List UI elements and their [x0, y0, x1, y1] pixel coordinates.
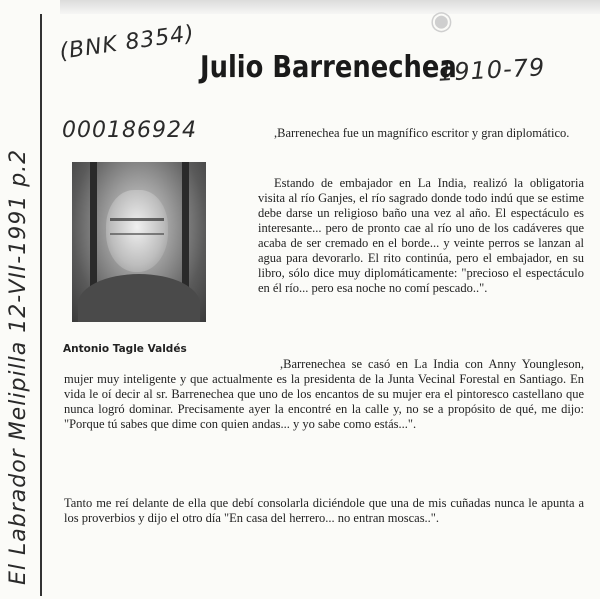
handwritten-id-number: 000186924 — [62, 118, 197, 143]
bleed-through-band — [60, 0, 600, 14]
author-portrait — [72, 162, 206, 322]
portrait-glasses — [110, 218, 164, 235]
paragraph-4: Tanto me reí delante de ella que debí consolarla diciéndole que una de mis cuñadas nunca le apunta a los proverbios y dijo el otro día "En casa del herrero... no entran moscas..". — [64, 496, 584, 525]
paragraph-2: Estando de embajador en La India, realizó la obligatoria visita al río Ganjes, el río sagrado donde todo indú que se estime debe darse un religioso baño una vez al año. El espectáculo es interesante... pero de pronto cae al río uno de los cadáveres que acaba de ser cremado en el borde... y veinte perros se lanzan al agua para devorarlo. El rito continúa, pero el embajador, en su libro, sólo dice muy diplomáticamente: "precioso el espectáculo en él río... pero esa noche no comí pescado..". — [258, 176, 584, 295]
handwritten-margin-note: El Labrador Melipilla 12-VII-1991 p.2 — [6, 148, 31, 585]
article-title: Julio Barrenechea — [200, 50, 457, 85]
photo-caption: Antonio Tagle Valdés — [63, 343, 187, 355]
paragraph-3: ,Barrenechea se casó en La India con Anny Youngleson, mujer muy inteligente y que actualmente es la presidenta de la Junta Vecinal Forestal en Santiago. En vida le oí decir al sr. Barrenechea que uno de los encantos de su mujer era el pintoresco castellano que nunca logró dominar. Precisamente ayer la encontré en la calle y, no se a propósito de qué, me dijo: "Porque tú sabes que dime con quien andas... y yo sabe como estás...". — [64, 357, 584, 431]
handwritten-id-top: (BNK 8354) — [58, 21, 197, 65]
paragraph-1: ,Barrenechea fue un magnífico escritor y gran diplomático. — [274, 126, 570, 140]
bleed-through-mark: ◉ — [430, 6, 453, 36]
handwritten-years: 1910-79 — [437, 53, 546, 87]
